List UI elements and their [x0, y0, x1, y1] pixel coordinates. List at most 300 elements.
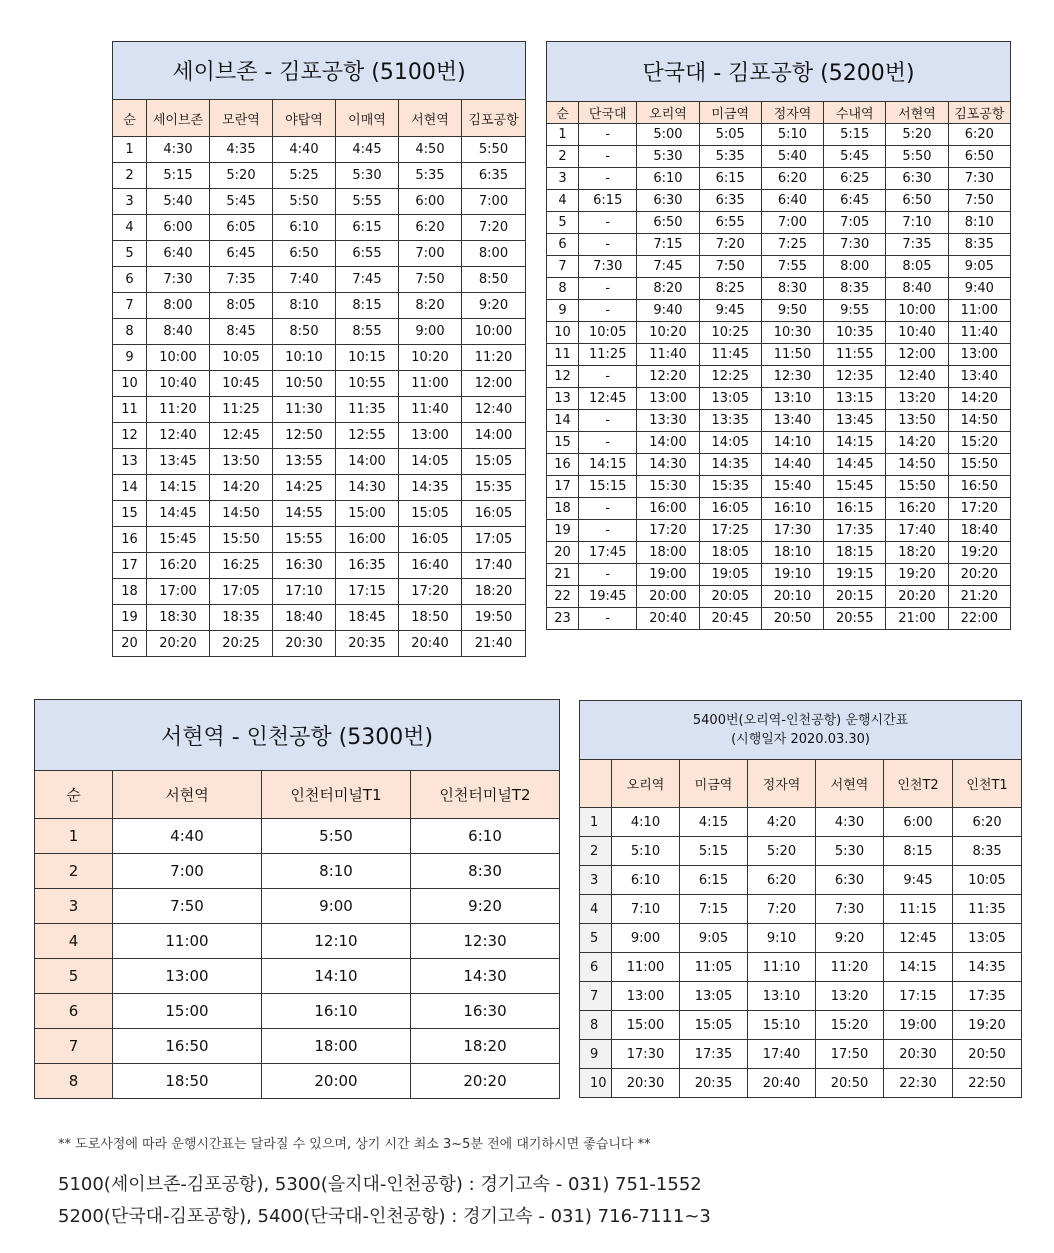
table-row — [547, 432, 1011, 454]
table-row — [35, 854, 560, 889]
time-cell: 11:20 — [462, 345, 526, 371]
time-cell: 18:40 — [273, 605, 336, 631]
time-cell: 18:50 — [113, 1064, 262, 1099]
time-cell: 15:40 — [761, 476, 823, 498]
time-cell: 4:10 — [612, 808, 680, 837]
time-cell: 20:45 — [699, 608, 761, 630]
row-index-cell: 7 — [547, 256, 579, 278]
row-index-cell: 23 — [547, 608, 579, 630]
row-index-cell: 9 — [113, 345, 147, 371]
time-cell: 9:40 — [948, 278, 1010, 300]
table-row — [547, 168, 1011, 190]
time-cell: 12:55 — [336, 423, 399, 449]
time-cell: 13:45 — [147, 449, 210, 475]
table-row — [547, 124, 1011, 146]
column-header: 김포공항 — [948, 102, 1010, 124]
time-cell: 4:30 — [816, 808, 884, 837]
table-row — [547, 278, 1011, 300]
time-cell: 19:15 — [824, 564, 886, 586]
column-header: 오리역 — [637, 102, 699, 124]
time-cell: 8:05 — [210, 293, 273, 319]
time-cell: 5:50 — [262, 819, 411, 854]
time-cell: 14:40 — [761, 454, 823, 476]
table-row — [547, 498, 1011, 520]
time-cell: 11:35 — [336, 397, 399, 423]
title-line-2: (시행일자 2020.03.30) — [731, 732, 871, 747]
time-cell: 8:40 — [886, 278, 948, 300]
time-cell: 8:20 — [637, 278, 699, 300]
time-cell: 12:45 — [210, 423, 273, 449]
time-cell: 4:30 — [147, 137, 210, 163]
row-index-cell: 1 — [35, 819, 113, 854]
column-header — [580, 760, 612, 808]
column-header: 정자역 — [761, 102, 823, 124]
time-cell: 8:10 — [273, 293, 336, 319]
time-cell: - — [579, 410, 637, 432]
time-cell: 12:40 — [886, 366, 948, 388]
time-cell: 8:45 — [210, 319, 273, 345]
time-cell: 9:55 — [824, 300, 886, 322]
time-cell: 22:50 — [953, 1069, 1022, 1098]
row-index-cell: 6 — [547, 234, 579, 256]
time-cell: 15:50 — [948, 454, 1010, 476]
time-cell: 4:20 — [748, 808, 816, 837]
time-cell: 15:00 — [612, 1011, 680, 1040]
column-header: 모란역 — [210, 100, 273, 137]
table-row — [113, 605, 526, 631]
time-cell: 6:35 — [699, 190, 761, 212]
row-index-cell: 1 — [547, 124, 579, 146]
row-index-cell: 8 — [580, 1011, 612, 1040]
table-row — [580, 953, 1022, 982]
time-cell: 9:45 — [884, 866, 953, 895]
row-index-cell: 4 — [547, 190, 579, 212]
time-cell: 5:10 — [761, 124, 823, 146]
table-row — [113, 189, 526, 215]
time-cell: 17:35 — [680, 1040, 748, 1069]
row-index-cell: 21 — [547, 564, 579, 586]
table-row — [547, 256, 1011, 278]
time-cell: 15:35 — [699, 476, 761, 498]
time-cell: 5:05 — [699, 124, 761, 146]
time-cell: 7:45 — [336, 267, 399, 293]
row-index-cell: 16 — [113, 527, 147, 553]
time-cell: 10:20 — [399, 345, 462, 371]
time-cell: 8:30 — [761, 278, 823, 300]
time-cell: - — [579, 234, 637, 256]
time-cell: 9:00 — [399, 319, 462, 345]
time-cell: 9:05 — [948, 256, 1010, 278]
time-cell: 14:20 — [948, 388, 1010, 410]
time-cell: 14:05 — [399, 449, 462, 475]
time-cell: 13:20 — [886, 388, 948, 410]
time-cell: 6:50 — [273, 241, 336, 267]
time-cell: 17:35 — [824, 520, 886, 542]
row-index-cell: 18 — [547, 498, 579, 520]
row-index-cell: 3 — [35, 889, 113, 924]
table-row — [580, 1011, 1022, 1040]
table-row — [113, 527, 526, 553]
time-cell: 17:00 — [147, 579, 210, 605]
time-cell: 10:50 — [273, 371, 336, 397]
timetable-title: 세이브존 - 김포공항 (5100번) — [113, 42, 526, 100]
column-header: 미금역 — [680, 760, 748, 808]
time-cell: 16:50 — [113, 1029, 262, 1064]
time-cell: 15:05 — [680, 1011, 748, 1040]
time-cell: 18:40 — [948, 520, 1010, 542]
time-cell: 18:00 — [262, 1029, 411, 1064]
time-cell: 20:20 — [411, 1064, 560, 1099]
row-index-cell: 13 — [113, 449, 147, 475]
time-cell: 5:35 — [399, 163, 462, 189]
time-cell: 14:25 — [273, 475, 336, 501]
table-row — [547, 234, 1011, 256]
time-cell: 7:50 — [399, 267, 462, 293]
time-cell: 6:40 — [147, 241, 210, 267]
time-cell: 13:10 — [748, 982, 816, 1011]
time-cell: 5:15 — [824, 124, 886, 146]
time-cell: 11:45 — [699, 344, 761, 366]
time-cell: 12:10 — [262, 924, 411, 959]
time-cell: 11:40 — [948, 322, 1010, 344]
table-row — [113, 267, 526, 293]
table-row — [113, 553, 526, 579]
time-cell: 5:50 — [462, 137, 526, 163]
row-index-cell: 15 — [547, 432, 579, 454]
time-cell: 6:20 — [399, 215, 462, 241]
time-cell: 16:20 — [147, 553, 210, 579]
time-cell: 13:50 — [886, 410, 948, 432]
time-cell: 12:00 — [462, 371, 526, 397]
time-cell: 9:20 — [816, 924, 884, 953]
time-cell: 7:30 — [824, 234, 886, 256]
time-cell: - — [579, 300, 637, 322]
table-row — [580, 866, 1022, 895]
time-cell: 11:30 — [273, 397, 336, 423]
schedule-note: ** 도로사정에 따라 운행시간표는 달라질 수 있으며, 상기 시간 최소 3~5분 전에 대기하시면 좋습니다 ** — [58, 1137, 651, 1152]
timetable-title — [580, 701, 1022, 760]
time-cell: 20:55 — [824, 608, 886, 630]
time-cell: 8:40 — [147, 319, 210, 345]
time-cell: 12:40 — [147, 423, 210, 449]
time-cell: 12:35 — [824, 366, 886, 388]
time-cell: 14:10 — [262, 959, 411, 994]
time-cell: 11:25 — [210, 397, 273, 423]
time-cell: 20:00 — [262, 1064, 411, 1099]
time-cell: 17:20 — [948, 498, 1010, 520]
row-index-cell: 10 — [547, 322, 579, 344]
time-cell: 13:40 — [948, 366, 1010, 388]
row-index-cell: 4 — [113, 215, 147, 241]
timetable-5300 — [34, 699, 560, 1099]
time-cell: 13:15 — [824, 388, 886, 410]
time-cell: 11:20 — [147, 397, 210, 423]
time-cell: 15:30 — [637, 476, 699, 498]
table-row — [580, 982, 1022, 1011]
time-cell: 14:00 — [462, 423, 526, 449]
row-index-cell: 10 — [113, 371, 147, 397]
time-cell: - — [579, 498, 637, 520]
table-row — [113, 449, 526, 475]
time-cell: 13:00 — [113, 959, 262, 994]
time-cell: 14:10 — [761, 432, 823, 454]
time-cell: 5:45 — [210, 189, 273, 215]
time-cell: 5:50 — [273, 189, 336, 215]
time-cell: 16:30 — [411, 994, 560, 1029]
table-row — [113, 631, 526, 657]
time-cell: 14:15 — [147, 475, 210, 501]
row-index-cell: 8 — [113, 319, 147, 345]
column-header: 순 — [547, 102, 579, 124]
time-cell: 7:40 — [273, 267, 336, 293]
time-cell: 20:15 — [824, 586, 886, 608]
time-cell: 15:15 — [579, 476, 637, 498]
table-row — [547, 322, 1011, 344]
time-cell: 15:50 — [210, 527, 273, 553]
row-index-cell: 19 — [547, 520, 579, 542]
table-row — [35, 1029, 560, 1064]
table-row — [547, 454, 1011, 476]
time-cell: 6:45 — [210, 241, 273, 267]
time-cell: 17:10 — [273, 579, 336, 605]
time-cell: 6:10 — [273, 215, 336, 241]
table-row — [113, 423, 526, 449]
time-cell: 20:30 — [612, 1069, 680, 1098]
time-cell: 21:20 — [948, 586, 1010, 608]
row-index-cell: 7 — [580, 982, 612, 1011]
column-header: 이매역 — [336, 100, 399, 137]
time-cell: 6:50 — [637, 212, 699, 234]
time-cell: 14:05 — [699, 432, 761, 454]
column-header: 인천T1 — [953, 760, 1022, 808]
time-cell: 17:15 — [336, 579, 399, 605]
time-cell: 18:45 — [336, 605, 399, 631]
time-cell: 10:05 — [953, 866, 1022, 895]
row-index-cell: 3 — [547, 168, 579, 190]
time-cell: 6:10 — [637, 168, 699, 190]
column-header: 서현역 — [399, 100, 462, 137]
time-cell: 9:05 — [680, 924, 748, 953]
time-cell: 16:05 — [462, 501, 526, 527]
time-cell: 6:15 — [699, 168, 761, 190]
table-body — [113, 137, 526, 657]
time-cell: 16:50 — [948, 476, 1010, 498]
time-cell: 6:10 — [411, 819, 560, 854]
time-cell: 6:55 — [336, 241, 399, 267]
time-cell: 6:20 — [761, 168, 823, 190]
time-cell: 14:30 — [336, 475, 399, 501]
table-row — [113, 345, 526, 371]
time-cell: 16:35 — [336, 553, 399, 579]
row-index-cell: 5 — [113, 241, 147, 267]
time-cell: 17:25 — [699, 520, 761, 542]
contact-line-1: 5100(세이브존-김포공항), 5300(을지대-인천공항) : 경기고속 - 031) 751-1552 — [58, 1174, 702, 1195]
time-cell: 8:30 — [411, 854, 560, 889]
time-cell: 17:20 — [399, 579, 462, 605]
time-cell: 15:00 — [336, 501, 399, 527]
row-index-cell: 1 — [113, 137, 147, 163]
row-index-cell: 2 — [547, 146, 579, 168]
time-cell: 20:10 — [761, 586, 823, 608]
time-cell: 11:55 — [824, 344, 886, 366]
time-cell: 13:05 — [699, 388, 761, 410]
time-cell: 14:50 — [210, 501, 273, 527]
column-header: 야탑역 — [273, 100, 336, 137]
time-cell: 17:35 — [953, 982, 1022, 1011]
table-row — [547, 586, 1011, 608]
time-cell: 6:50 — [886, 190, 948, 212]
column-header: 정자역 — [748, 760, 816, 808]
time-cell: 15:20 — [948, 432, 1010, 454]
row-index-cell: 4 — [35, 924, 113, 959]
time-cell: - — [579, 124, 637, 146]
time-cell: 20:20 — [948, 564, 1010, 586]
time-cell: 6:40 — [761, 190, 823, 212]
time-cell: 10:55 — [336, 371, 399, 397]
table-row — [113, 397, 526, 423]
time-cell: 16:20 — [886, 498, 948, 520]
table-row — [580, 837, 1022, 866]
time-cell: 6:45 — [824, 190, 886, 212]
column-header: 인천터미널T2 — [411, 771, 560, 819]
time-cell: 14:15 — [884, 953, 953, 982]
time-cell: 16:00 — [637, 498, 699, 520]
time-cell: 7:20 — [699, 234, 761, 256]
time-cell: 14:20 — [210, 475, 273, 501]
row-index-cell: 3 — [580, 866, 612, 895]
row-index-cell: 9 — [547, 300, 579, 322]
table-row — [580, 1069, 1022, 1098]
time-cell: 17:05 — [210, 579, 273, 605]
time-cell: 15:20 — [816, 1011, 884, 1040]
row-index-cell: 4 — [580, 895, 612, 924]
time-cell: 6:50 — [948, 146, 1010, 168]
time-cell: 6:30 — [816, 866, 884, 895]
time-cell: 8:35 — [953, 837, 1022, 866]
table-row — [547, 476, 1011, 498]
time-cell: 21:00 — [886, 608, 948, 630]
header-row — [35, 771, 560, 819]
timetable-title: 서현역 - 인천공항 (5300번) — [35, 700, 560, 771]
time-cell: 17:30 — [761, 520, 823, 542]
table-row — [547, 608, 1011, 630]
time-cell: 6:30 — [886, 168, 948, 190]
time-cell: 15:05 — [399, 501, 462, 527]
time-cell: 6:15 — [680, 866, 748, 895]
time-cell: 8:50 — [462, 267, 526, 293]
time-cell: 7:15 — [680, 895, 748, 924]
time-cell: 12:30 — [761, 366, 823, 388]
time-cell: 8:05 — [886, 256, 948, 278]
table-row — [580, 895, 1022, 924]
row-index-cell: 12 — [113, 423, 147, 449]
time-cell: 18:05 — [699, 542, 761, 564]
time-cell: 11:00 — [399, 371, 462, 397]
time-cell: 14:30 — [637, 454, 699, 476]
time-cell: 19:00 — [884, 1011, 953, 1040]
time-cell: 10:05 — [210, 345, 273, 371]
time-cell: 6:20 — [953, 808, 1022, 837]
time-cell: 19:20 — [886, 564, 948, 586]
time-cell: 10:40 — [886, 322, 948, 344]
row-index-cell: 15 — [113, 501, 147, 527]
time-cell: 4:50 — [399, 137, 462, 163]
time-cell: 8:00 — [147, 293, 210, 319]
title-line-1: 5400번(오리역-인천공항) 운행시간표 — [692, 713, 909, 728]
time-cell: 9:00 — [612, 924, 680, 953]
time-cell: 4:40 — [273, 137, 336, 163]
header-row — [547, 102, 1011, 124]
time-cell: 20:05 — [699, 586, 761, 608]
row-index-cell: 7 — [113, 293, 147, 319]
time-cell: 9:40 — [637, 300, 699, 322]
table-row — [35, 889, 560, 924]
time-cell: 18:20 — [462, 579, 526, 605]
time-cell: 17:50 — [816, 1040, 884, 1069]
row-index-cell: 18 — [113, 579, 147, 605]
time-cell: 18:30 — [147, 605, 210, 631]
table-row — [547, 388, 1011, 410]
time-cell: 18:10 — [761, 542, 823, 564]
time-cell: 9:20 — [411, 889, 560, 924]
time-cell: 14:45 — [147, 501, 210, 527]
time-cell: 5:35 — [699, 146, 761, 168]
time-cell: 4:15 — [680, 808, 748, 837]
time-cell: - — [579, 520, 637, 542]
time-cell: 22:30 — [884, 1069, 953, 1098]
time-cell: 8:35 — [824, 278, 886, 300]
time-cell: 4:40 — [113, 819, 262, 854]
column-header: 순 — [35, 771, 113, 819]
time-cell: 19:20 — [948, 542, 1010, 564]
time-cell: 6:10 — [612, 866, 680, 895]
column-header: 미금역 — [699, 102, 761, 124]
time-cell: 7:10 — [886, 212, 948, 234]
time-cell: 18:50 — [399, 605, 462, 631]
time-cell: 16:30 — [273, 553, 336, 579]
table-row — [547, 300, 1011, 322]
time-cell: 14:15 — [579, 454, 637, 476]
row-index-cell: 6 — [35, 994, 113, 1029]
time-cell: 12:25 — [699, 366, 761, 388]
time-cell: 7:00 — [113, 854, 262, 889]
time-cell: 20:35 — [680, 1069, 748, 1098]
time-cell: 12:45 — [579, 388, 637, 410]
column-header: 수내역 — [824, 102, 886, 124]
time-cell: 9:00 — [262, 889, 411, 924]
time-cell: 20:40 — [399, 631, 462, 657]
time-cell: 15:05 — [462, 449, 526, 475]
table-row — [580, 1040, 1022, 1069]
time-cell: 6:00 — [147, 215, 210, 241]
time-cell: 14:20 — [886, 432, 948, 454]
time-cell: 10:30 — [761, 322, 823, 344]
time-cell: 7:45 — [637, 256, 699, 278]
time-cell: 19:05 — [699, 564, 761, 586]
time-cell: 8:00 — [824, 256, 886, 278]
time-cell: 10:10 — [273, 345, 336, 371]
time-cell: 7:30 — [948, 168, 1010, 190]
table-row — [580, 924, 1022, 953]
time-cell: 10:00 — [886, 300, 948, 322]
row-index-cell: 13 — [547, 388, 579, 410]
time-cell: 17:20 — [637, 520, 699, 542]
table-row — [35, 1064, 560, 1099]
table-row — [113, 319, 526, 345]
table-row — [547, 212, 1011, 234]
table-row — [113, 475, 526, 501]
time-cell: 16:05 — [399, 527, 462, 553]
